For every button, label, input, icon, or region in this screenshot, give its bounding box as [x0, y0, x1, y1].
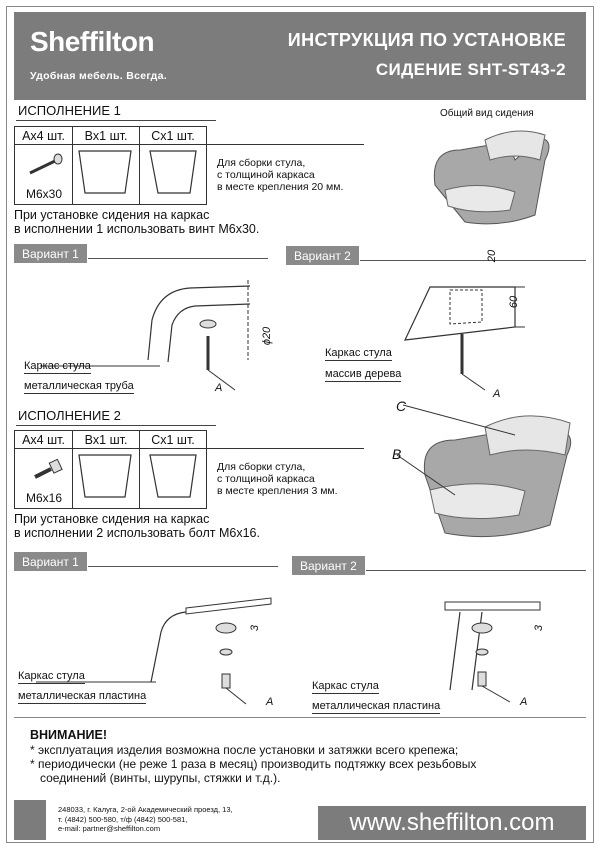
part-c-header: Cx1 шт.	[140, 431, 207, 449]
warning-block	[30, 728, 580, 785]
brand-tagline: Удобная мебель. Всегда.	[30, 70, 167, 82]
part-a-label: A	[520, 696, 528, 708]
bolt-cell	[15, 449, 73, 509]
callout-material: металлическая труба	[24, 380, 134, 392]
dim-20: 20	[486, 249, 499, 263]
part-a-label: A	[266, 696, 274, 708]
note-line: с толщиной каркаса	[217, 168, 315, 181]
part-a-header: Ax4 шт.	[15, 431, 73, 449]
execution1-title: ИСПОЛНЕНИЕ 1	[18, 103, 121, 118]
dim-60: 60	[508, 295, 521, 309]
phone-line: т. (4842) 500-580, т/ф (4842) 500-581,	[58, 814, 188, 824]
dim-3: 3	[533, 624, 546, 632]
callout-material: массив дерева	[325, 368, 402, 380]
doc-title: ИНСТРУКЦИЯ ПО УСТАНОВКЕ	[287, 30, 566, 50]
assembly-note-1	[207, 145, 365, 205]
instruction-line: в исполнении 1 использовать винт M6x30.	[14, 222, 260, 236]
chair-overview-image	[420, 120, 560, 230]
footer-address	[58, 805, 233, 834]
part-a-label: A	[493, 388, 501, 400]
doc-subtitle: СИДЕНИЕ SHT-ST43-2	[375, 60, 566, 79]
note-line: с толщиной каркаса	[217, 472, 315, 485]
note-line: в месте крепления 3 мм.	[217, 484, 338, 497]
note-line: в месте крепления 20 мм.	[217, 180, 344, 193]
header-banner	[14, 12, 586, 100]
instruction-line: При установке сидения на каркас	[14, 512, 210, 526]
diameter-dim: ϕ20	[261, 326, 274, 346]
part-a-label: A	[215, 382, 223, 394]
instruction-1	[14, 208, 259, 236]
variant1-label: Вариант 1	[14, 552, 87, 571]
part-b-cell	[73, 145, 140, 205]
variant-divider	[366, 570, 586, 571]
note-line: Для сборки стула,	[217, 156, 306, 169]
instruction-line: При установке сидения на каркас	[14, 208, 210, 222]
parts-table-2	[14, 430, 364, 509]
chair-parts-image	[385, 395, 585, 545]
seat-plate-icon	[73, 145, 139, 201]
part-c-cell	[140, 449, 207, 509]
part-c-header: Cx1 шт.	[140, 127, 207, 145]
variant2-label: Вариант 2	[292, 556, 365, 575]
execution2-title: ИСПОЛНЕНИЕ 2	[18, 408, 121, 423]
wood-frame-drawing	[390, 262, 590, 402]
part-b-header: Bx1 шт.	[73, 431, 140, 449]
instruction-2	[14, 512, 260, 540]
part-b-header: Bx1 шт.	[73, 127, 140, 145]
parts-table-1	[14, 126, 364, 205]
warning-line: * эксплуатация изделия возможна после установки и затяжки всего крепежа;	[30, 743, 459, 757]
warning-title: ВНИМАНИЕ!	[30, 728, 107, 742]
website-link[interactable]: www.sheffilton.com	[318, 806, 586, 840]
callout-frame: Каркас стула	[18, 670, 85, 682]
footer-accent	[14, 800, 46, 840]
callout-material: металлическая пластина	[18, 690, 147, 702]
variant-divider	[88, 258, 268, 259]
variant-divider	[360, 260, 586, 261]
section-divider	[16, 120, 216, 121]
warning-line: соединений (винты, шурупы, стяжки и т.д.).	[40, 771, 281, 785]
callout-frame: Каркас стула	[24, 360, 91, 372]
seat-plate-icon	[73, 449, 139, 505]
screw-size: M6x30	[25, 187, 63, 201]
part-c-cell	[140, 145, 207, 205]
instruction-line: в исполнении 2 использовать болт M6x16.	[14, 526, 260, 540]
bolt-size: M6x16	[25, 491, 63, 505]
address-line: 248033, г. Калуга, 2-ой Академический проезд, 13,	[58, 805, 233, 814]
warning-divider	[14, 717, 586, 718]
variant1-label: Вариант 1	[14, 244, 87, 263]
overview-caption: Общий вид сидения	[440, 108, 534, 119]
note-line: Для сборки стула,	[217, 460, 306, 473]
part-b-cell	[73, 449, 140, 509]
section-divider	[16, 425, 216, 426]
brand-logo: Sheffilton	[30, 26, 155, 57]
part-a-header: Ax4 шт.	[15, 127, 73, 145]
email-line: e-mail: partner@sheffilton.com	[58, 824, 161, 833]
back-plate-icon	[140, 449, 206, 505]
callout-material: металлическая пластина	[312, 700, 441, 712]
warning-line: * периодически (не реже 1 раза в месяц) производить подтяжку всех резьбовых	[30, 757, 477, 771]
part-b-callout: B	[392, 446, 402, 462]
assembly-note-2	[207, 449, 365, 509]
callout-frame: Каркас стула	[325, 347, 392, 359]
part-c-callout: C	[396, 398, 407, 414]
variant2-label: Вариант 2	[286, 246, 359, 265]
back-plate-icon	[140, 145, 206, 201]
screw-cell	[15, 145, 73, 205]
callout-frame: Каркас стула	[312, 680, 379, 692]
dim-3: 3	[249, 624, 262, 632]
variant-divider	[88, 566, 278, 567]
